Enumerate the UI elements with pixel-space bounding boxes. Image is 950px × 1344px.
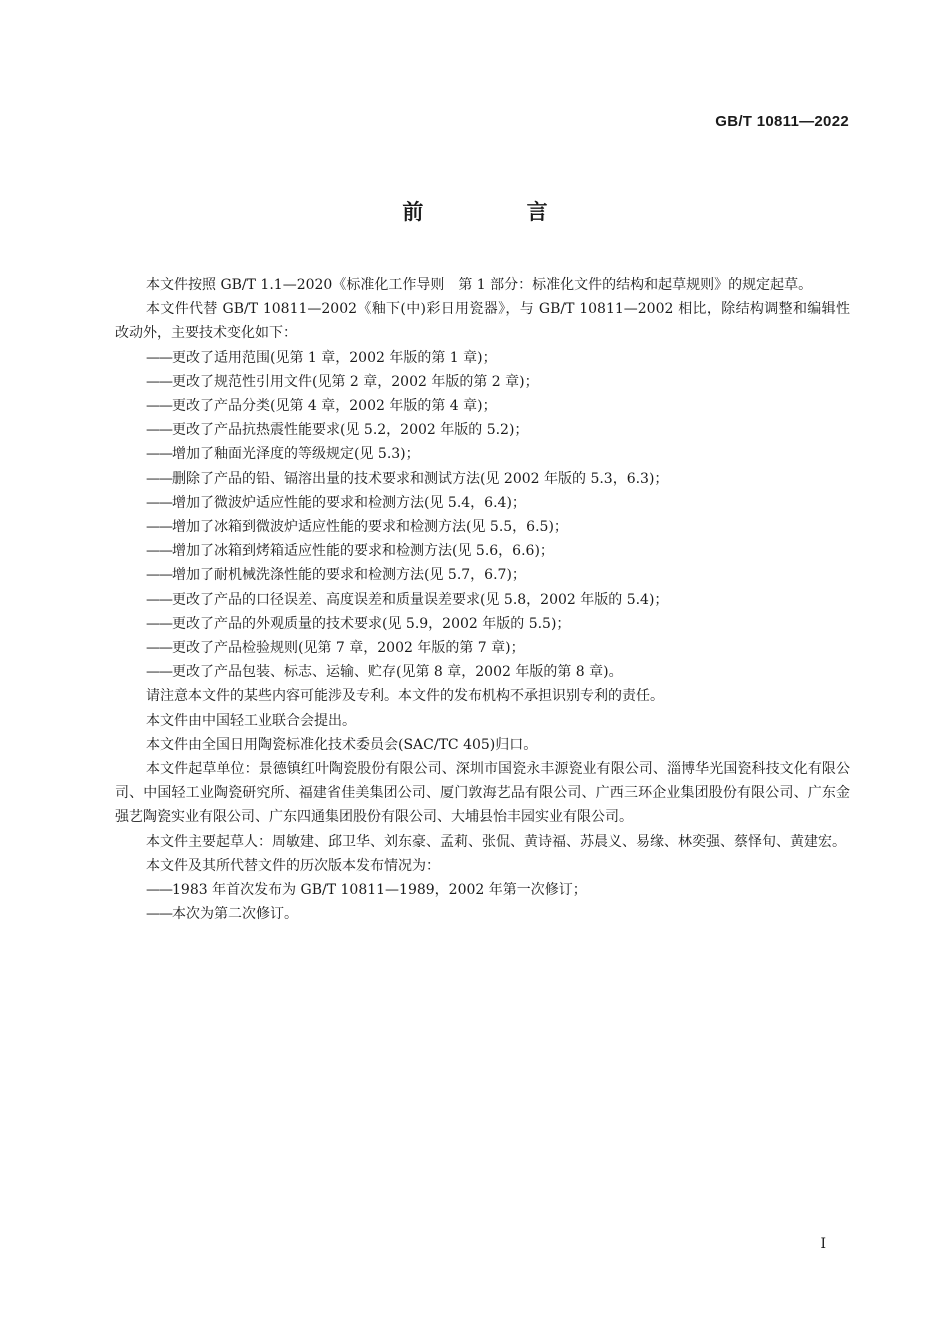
list-dash: ——: [146, 519, 172, 536]
list-item: ——更改了产品分类(见第 4 章，2002 年版的第 4 章)；: [146, 398, 497, 415]
page-number: I: [820, 1236, 826, 1252]
paragraph-replacement: 本文件代替 GB/T 10811—2002《釉下(中)彩日用瓷器》，与 GB/T 10811—2002 相比，除结构调整和编辑性改动外，主要技术变化如下：: [115, 301, 850, 342]
list-dash: ——: [146, 640, 172, 657]
history-list: [115, 878, 850, 926]
list-dash: ——: [146, 494, 172, 511]
list-dash: ——: [146, 591, 172, 608]
list-item: ——增加了釉面光泽度的等级规定(见 5.3)；: [146, 446, 420, 463]
paragraph-version-history: 本文件及其所代替文件的历次版本发布情况为：: [146, 857, 440, 874]
paragraph-drafting-rules: 本文件按照 GB/T 1.1—2020《标准化工作导则 第 1 部分：标准化文件的结构和起草规则》的规定起草。: [146, 277, 813, 293]
list-dash: ——: [146, 470, 172, 487]
paragraph-drafting-units: 本文件起草单位：景德镇红叶陶瓷股份有限公司、深圳市国瓷永丰源瓷业有限公司、淄博华光国瓷科技文化有限公司、中国轻工业陶瓷研究所、福建省佳美集团公司、厦门敦海艺品有限公司、广西三环企业集团股份有限公司、广东金强艺陶瓷实业有限公司、广东四通集团股份有限公司、大埔县怡丰园实业有限公司。: [115, 761, 850, 826]
list-item: ——增加了冰箱到烤箱适应性能的要求和检测方法(见 5.6，6.6)；: [146, 543, 554, 560]
list-item: ——更改了产品检验规则(见第 7 章，2002 年版的第 7 章)；: [146, 640, 525, 657]
document-body: [115, 273, 850, 926]
list-item: ——增加了冰箱到微波炉适应性能的要求和检测方法(见 5.5，6.5)；: [146, 519, 568, 536]
list-dash: ——: [146, 422, 172, 439]
paragraph-main-drafters: 本文件主要起草人：周敏建、邱卫华、刘东豪、孟莉、张侃、黄诗福、苏晨义、易缘、林奕强、蔡怿旬、黄建宏。: [146, 833, 846, 850]
list-dash: ——: [146, 882, 172, 899]
list-item: ——更改了规范性引用文件(见第 2 章，2002 年版的第 2 章)；: [146, 373, 539, 390]
page-title: 前 言: [402, 200, 596, 224]
list-item: ——更改了产品的口径误差、高度误差和质量误差要求(见 5.8，2002 年版的 5.4)；: [146, 591, 669, 608]
list-item: ——增加了微波炉适应性能的要求和检测方法(见 5.4，6.4)；: [146, 494, 526, 511]
list-dash: ——: [146, 615, 172, 632]
list-dash: ——: [146, 906, 172, 923]
paragraph-proposed-by: 本文件由中国轻工业联合会提出。: [146, 712, 356, 729]
list-dash: ——: [146, 349, 172, 366]
paragraph-under-jurisdiction: 本文件由全国日用陶瓷标准化技术委员会(SAC/TC 405)归口。: [146, 736, 538, 753]
list-dash: ——: [146, 398, 172, 415]
changes-list: [115, 346, 850, 685]
list-item: ——更改了适用范围(见第 1 章，2002 年版的第 1 章)；: [146, 349, 497, 366]
list-item: ——1983 年首次发布为 GB/T 10811—1989，2002 年第一次修订；: [146, 882, 587, 899]
list-dash: ——: [146, 664, 172, 681]
list-item: ——更改了产品包装、标志、运输、贮存(见第 8 章，2002 年版的第 8 章)。: [146, 664, 623, 681]
list-dash: ——: [146, 373, 172, 390]
list-item: ——更改了产品抗热震性能要求(见 5.2，2002 年版的 5.2)；: [146, 422, 529, 439]
list-item: ——增加了耐机械洗涤性能的要求和检测方法(见 5.7，6.7)；: [146, 567, 526, 584]
standard-code: GB/T 10811—2022: [715, 113, 849, 130]
list-dash: ——: [146, 567, 172, 584]
list-item: ——本次为第二次修订。: [146, 906, 298, 923]
list-item: ——删除了产品的铅、镉溶出量的技术要求和测试方法(见 2002 年版的 5.3，6.3)；: [146, 470, 669, 487]
list-dash: ——: [146, 543, 172, 560]
list-dash: ——: [146, 446, 172, 463]
paragraph-patent-notice: 请注意本文件的某些内容可能涉及专利。本文件的发布机构不承担识别专利的责任。: [146, 688, 664, 705]
list-item: ——更改了产品的外观质量的技术要求(见 5.9，2002 年版的 5.5)；: [146, 615, 571, 632]
